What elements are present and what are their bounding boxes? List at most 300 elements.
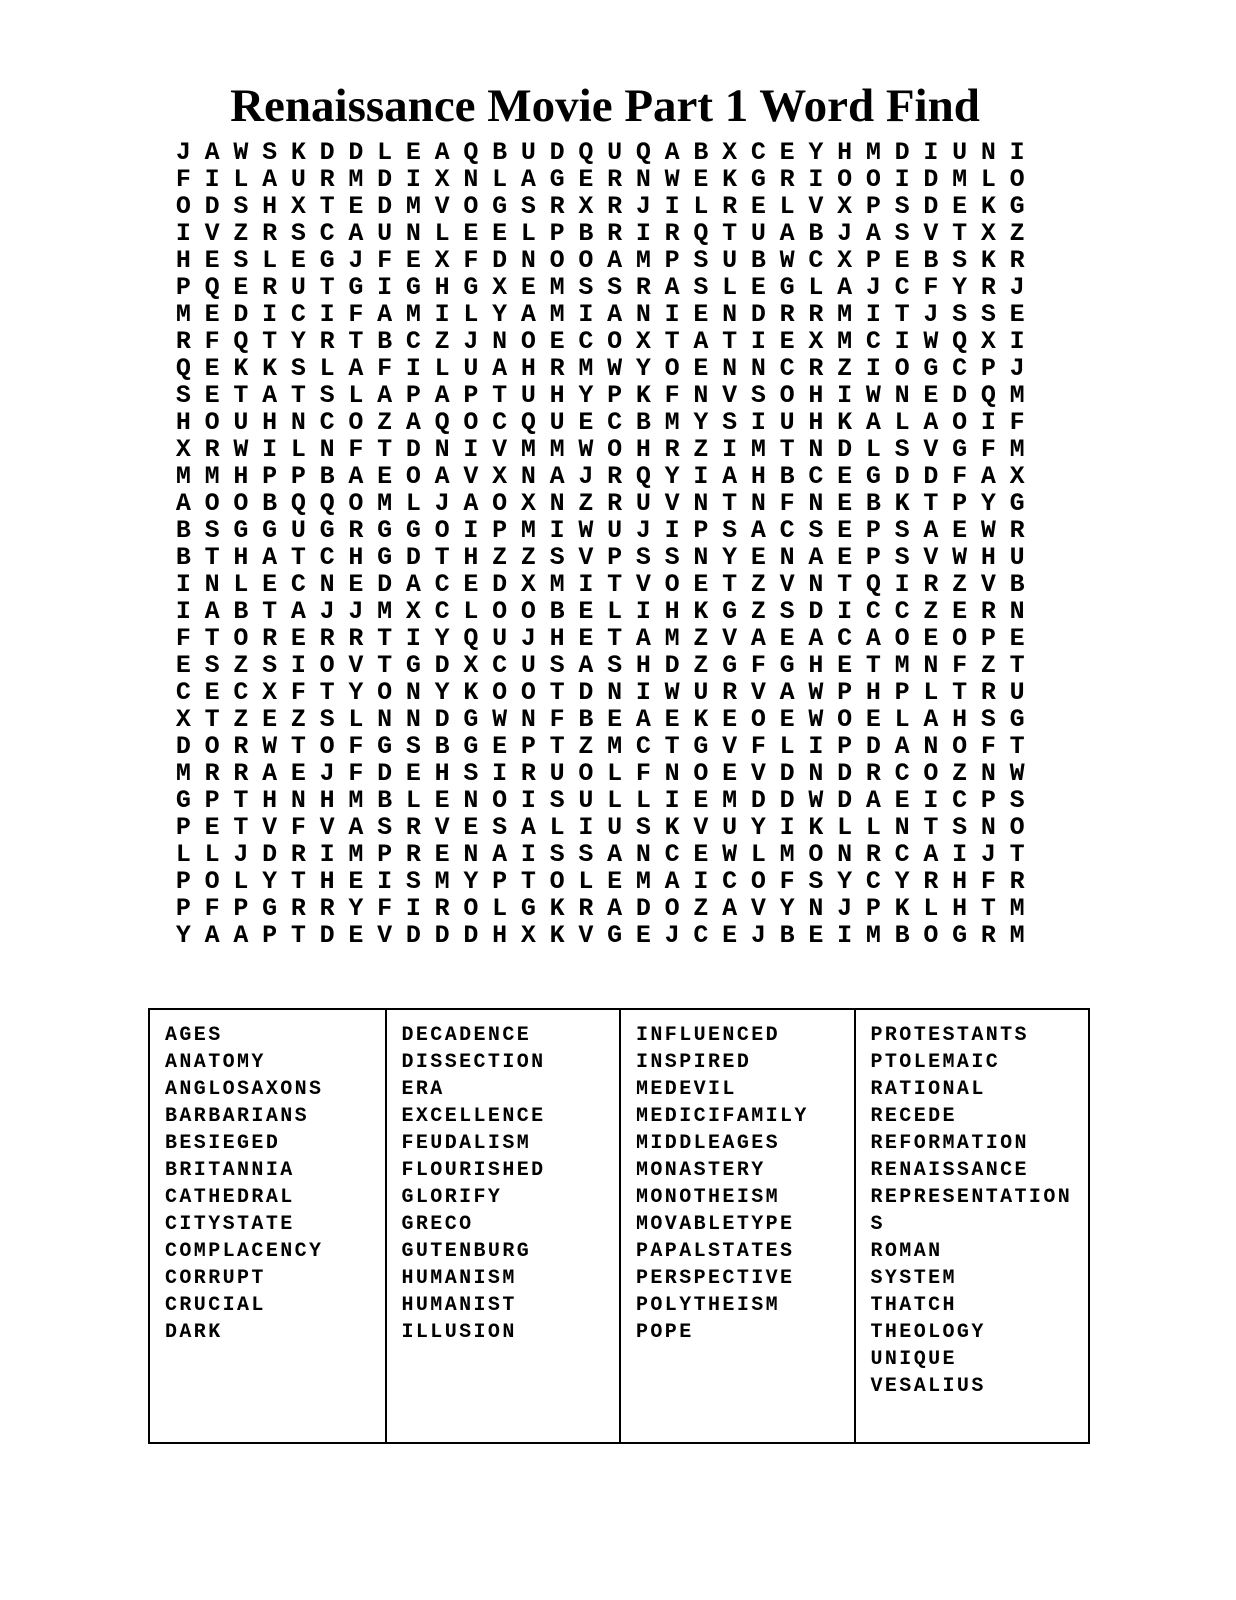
grid-letter: S bbox=[175, 381, 191, 410]
grid-letter: S bbox=[693, 273, 709, 302]
grid-letter: C bbox=[865, 597, 881, 626]
grid-letter: U bbox=[290, 273, 306, 302]
grid-letter: A bbox=[607, 246, 623, 275]
word-item: FEUDALISM bbox=[401, 1132, 532, 1155]
grid-letter: H bbox=[952, 867, 968, 896]
grid-letter: T bbox=[549, 678, 565, 707]
grid-row bbox=[169, 679, 1032, 706]
grid-letter: C bbox=[865, 327, 881, 356]
grid-letter: E bbox=[750, 273, 766, 302]
grid-letter: J bbox=[319, 759, 335, 788]
grid-letter: F bbox=[175, 165, 191, 194]
grid-letter: G bbox=[175, 786, 191, 815]
grid-letter: D bbox=[952, 381, 968, 410]
grid-letter: G bbox=[377, 516, 393, 545]
grid-letter: A bbox=[664, 867, 680, 896]
grid-letter: I bbox=[319, 840, 335, 869]
grid-letter: R bbox=[607, 462, 623, 491]
grid-letter: L bbox=[434, 354, 450, 383]
grid-letter: P bbox=[175, 894, 191, 923]
grid-letter: C bbox=[607, 408, 623, 437]
grid-letter: N bbox=[319, 570, 335, 599]
grid-letter: M bbox=[837, 327, 853, 356]
grid-letter: B bbox=[750, 246, 766, 275]
grid-letter: S bbox=[1009, 786, 1025, 815]
grid-row bbox=[169, 382, 1032, 409]
grid-letter: C bbox=[952, 786, 968, 815]
grid-row bbox=[169, 760, 1032, 787]
grid-letter: M bbox=[1009, 894, 1025, 923]
grid-letter: E bbox=[693, 840, 709, 869]
grid-letter: C bbox=[952, 354, 968, 383]
grid-letter: A bbox=[607, 840, 623, 869]
grid-letter: J bbox=[865, 273, 881, 302]
grid-letter: T bbox=[290, 381, 306, 410]
grid-letter: V bbox=[434, 813, 450, 842]
grid-letter: I bbox=[319, 300, 335, 329]
grid-letter: E bbox=[348, 867, 364, 896]
grid-letter: B bbox=[233, 597, 249, 626]
grid-letter: G bbox=[865, 462, 881, 491]
grid-row bbox=[169, 868, 1032, 895]
grid-letter: Y bbox=[262, 867, 278, 896]
grid-letter: X bbox=[175, 705, 191, 734]
grid-letter: K bbox=[262, 354, 278, 383]
grid-letter: N bbox=[779, 543, 795, 572]
grid-letter: I bbox=[750, 408, 766, 437]
grid-letter: P bbox=[549, 219, 565, 248]
grid-letter: R bbox=[290, 894, 306, 923]
grid-letter: I bbox=[664, 300, 680, 329]
grid-letter: I bbox=[808, 732, 824, 761]
grid-letter: I bbox=[894, 165, 910, 194]
grid-letter: A bbox=[262, 759, 278, 788]
grid-letter: A bbox=[262, 165, 278, 194]
grid-letter: Q bbox=[952, 327, 968, 356]
grid-letter: R bbox=[175, 327, 191, 356]
grid-letter: E bbox=[405, 759, 421, 788]
grid-letter: R bbox=[808, 354, 824, 383]
word-item: DARK bbox=[165, 1321, 223, 1344]
grid-letter: I bbox=[290, 651, 306, 680]
grid-letter: T bbox=[233, 381, 249, 410]
grid-letter: B bbox=[635, 408, 651, 437]
grid-letter: D bbox=[779, 759, 795, 788]
grid-letter: A bbox=[492, 354, 508, 383]
grid-letter: K bbox=[722, 165, 738, 194]
grid-letter: X bbox=[837, 246, 853, 275]
grid-letter: I bbox=[1009, 138, 1025, 167]
grid-letter: S bbox=[549, 840, 565, 869]
grid-letter: O bbox=[837, 165, 853, 194]
word-item: REFORMATION bbox=[870, 1132, 1029, 1155]
grid-letter: G bbox=[377, 732, 393, 761]
grid-letter: K bbox=[894, 489, 910, 518]
grid-letter: E bbox=[204, 300, 220, 329]
grid-letter: R bbox=[607, 489, 623, 518]
grid-letter: S bbox=[894, 435, 910, 464]
word-item: THEOLOGY bbox=[870, 1321, 986, 1344]
grid-letter: D bbox=[319, 921, 335, 950]
grid-letter: Z bbox=[693, 435, 709, 464]
grid-letter: J bbox=[319, 597, 335, 626]
grid-letter: E bbox=[607, 705, 623, 734]
grid-letter: T bbox=[664, 327, 680, 356]
grid-letter: M bbox=[837, 300, 853, 329]
grid-letter: I bbox=[377, 867, 393, 896]
grid-letter: V bbox=[750, 894, 766, 923]
grid-letter: U bbox=[549, 408, 565, 437]
grid-letter: M bbox=[952, 165, 968, 194]
grid-letter: K bbox=[980, 246, 996, 275]
grid-letter: M bbox=[865, 138, 881, 167]
grid-letter: Z bbox=[980, 651, 996, 680]
word-item: ANATOMY bbox=[165, 1051, 266, 1074]
grid-letter: T bbox=[923, 813, 939, 842]
grid-letter: O bbox=[520, 327, 536, 356]
word-item: MONOTHEISM bbox=[636, 1186, 781, 1209]
grid-letter: V bbox=[923, 543, 939, 572]
grid-letter: C bbox=[750, 138, 766, 167]
grid-letter: C bbox=[175, 678, 191, 707]
grid-letter: T bbox=[290, 543, 306, 572]
grid-letter: W bbox=[865, 381, 881, 410]
grid-letter: F bbox=[348, 759, 364, 788]
grid-letter: V bbox=[722, 624, 738, 653]
grid-letter: M bbox=[520, 516, 536, 545]
grid-letter: H bbox=[463, 543, 479, 572]
grid-letter: O bbox=[808, 840, 824, 869]
grid-letter: F bbox=[980, 435, 996, 464]
grid-letter: S bbox=[808, 516, 824, 545]
grid-letter: B bbox=[377, 327, 393, 356]
grid-letter: K bbox=[233, 354, 249, 383]
grid-letter: T bbox=[348, 327, 364, 356]
grid-letter: C bbox=[319, 219, 335, 248]
grid-letter: P bbox=[175, 867, 191, 896]
grid-letter: V bbox=[722, 381, 738, 410]
grid-letter: W bbox=[664, 165, 680, 194]
grid-letter: O bbox=[865, 165, 881, 194]
grid-letter: E bbox=[204, 678, 220, 707]
grid-letter: K bbox=[290, 138, 306, 167]
grid-letter: B bbox=[319, 462, 335, 491]
grid-letter: H bbox=[233, 543, 249, 572]
grid-letter: N bbox=[405, 678, 421, 707]
grid-letter: S bbox=[894, 219, 910, 248]
grid-letter: Z bbox=[290, 705, 306, 734]
grid-letter: P bbox=[865, 543, 881, 572]
word-item: PROTESTANTS bbox=[870, 1024, 1029, 1047]
grid-letter: F bbox=[952, 462, 968, 491]
grid-letter: U bbox=[290, 516, 306, 545]
grid-letter: T bbox=[1009, 840, 1025, 869]
grid-letter: M bbox=[377, 489, 393, 518]
grid-letter: R bbox=[664, 435, 680, 464]
grid-letter: E bbox=[204, 381, 220, 410]
grid-letter: L bbox=[348, 705, 364, 734]
grid-letter: P bbox=[894, 678, 910, 707]
grid-letter: F bbox=[348, 300, 364, 329]
grid-letter: I bbox=[377, 273, 393, 302]
grid-letter: G bbox=[923, 354, 939, 383]
grid-letter: J bbox=[664, 921, 680, 950]
grid-letter: O bbox=[952, 732, 968, 761]
grid-letter: W bbox=[664, 678, 680, 707]
grid-letter: U bbox=[492, 624, 508, 653]
grid-letter: P bbox=[837, 732, 853, 761]
grid-letter: N bbox=[635, 165, 651, 194]
grid-letter: J bbox=[348, 246, 364, 275]
grid-letter: E bbox=[722, 921, 738, 950]
grid-letter: E bbox=[923, 624, 939, 653]
grid-letter: G bbox=[319, 246, 335, 275]
grid-letter: P bbox=[664, 246, 680, 275]
grid-letter: I bbox=[578, 570, 594, 599]
grid-letter: K bbox=[549, 894, 565, 923]
grid-letter: L bbox=[175, 840, 191, 869]
grid-letter: C bbox=[693, 921, 709, 950]
grid-letter: D bbox=[434, 705, 450, 734]
grid-letter: P bbox=[865, 192, 881, 221]
grid-letter: T bbox=[779, 435, 795, 464]
grid-letter: F bbox=[290, 813, 306, 842]
grid-letter: E bbox=[290, 759, 306, 788]
grid-letter: S bbox=[722, 516, 738, 545]
grid-letter: D bbox=[837, 435, 853, 464]
grid-letter: N bbox=[607, 678, 623, 707]
grid-letter: A bbox=[865, 624, 881, 653]
grid-letter: A bbox=[722, 462, 738, 491]
grid-letter: J bbox=[750, 921, 766, 950]
grid-letter: T bbox=[664, 732, 680, 761]
grid-letter: N bbox=[980, 759, 996, 788]
grid-letter: J bbox=[1009, 273, 1025, 302]
grid-letter: H bbox=[549, 624, 565, 653]
grid-letter: E bbox=[722, 705, 738, 734]
grid-letter: G bbox=[463, 732, 479, 761]
grid-letter: I bbox=[549, 516, 565, 545]
grid-letter: F bbox=[635, 759, 651, 788]
grid-letter: T bbox=[607, 570, 623, 599]
grid-letter: E bbox=[492, 219, 508, 248]
grid-letter: Q bbox=[463, 624, 479, 653]
grid-letter: H bbox=[808, 651, 824, 680]
grid-letter: O bbox=[175, 192, 191, 221]
grid-letter: V bbox=[319, 813, 335, 842]
grid-letter: R bbox=[808, 300, 824, 329]
grid-letter: E bbox=[837, 543, 853, 572]
grid-letter: T bbox=[290, 732, 306, 761]
grid-letter: U bbox=[750, 219, 766, 248]
grid-letter: I bbox=[1009, 327, 1025, 356]
grid-letter: K bbox=[693, 597, 709, 626]
grid-letter: U bbox=[607, 516, 623, 545]
grid-letter: I bbox=[894, 570, 910, 599]
grid-letter: Y bbox=[693, 408, 709, 437]
grid-letter: O bbox=[348, 489, 364, 518]
grid-letter: A bbox=[607, 894, 623, 923]
grid-letter: S bbox=[808, 867, 824, 896]
word-item: CRUCIAL bbox=[165, 1294, 266, 1317]
grid-letter: E bbox=[578, 408, 594, 437]
grid-letter: J bbox=[837, 219, 853, 248]
grid-letter: V bbox=[578, 921, 594, 950]
grid-letter: P bbox=[492, 516, 508, 545]
grid-letter: T bbox=[204, 705, 220, 734]
word-item: GRECO bbox=[401, 1213, 474, 1236]
grid-letter: H bbox=[262, 786, 278, 815]
grid-letter: B bbox=[492, 138, 508, 167]
grid-letter: M bbox=[204, 462, 220, 491]
word-list-column bbox=[619, 1010, 854, 1442]
grid-letter: D bbox=[463, 921, 479, 950]
grid-letter: K bbox=[693, 705, 709, 734]
grid-letter: U bbox=[607, 138, 623, 167]
grid-letter: E bbox=[779, 624, 795, 653]
grid-letter: L bbox=[520, 219, 536, 248]
grid-letter: D bbox=[837, 759, 853, 788]
grid-letter: J bbox=[348, 597, 364, 626]
grid-letter: O bbox=[894, 624, 910, 653]
grid-row bbox=[169, 409, 1032, 436]
grid-letter: T bbox=[319, 273, 335, 302]
grid-letter: D bbox=[549, 138, 565, 167]
grid-letter: H bbox=[808, 381, 824, 410]
word-item: PERSPECTIVE bbox=[636, 1267, 795, 1290]
grid-letter: Y bbox=[434, 624, 450, 653]
grid-letter: A bbox=[520, 813, 536, 842]
word-item: MEDICIFAMILY bbox=[636, 1105, 809, 1128]
grid-letter: P bbox=[204, 786, 220, 815]
grid-letter: M bbox=[549, 273, 565, 302]
grid-letter: O bbox=[463, 408, 479, 437]
grid-letter: Z bbox=[693, 894, 709, 923]
grid-letter: X bbox=[635, 327, 651, 356]
grid-letter: N bbox=[405, 705, 421, 734]
grid-letter: B bbox=[923, 246, 939, 275]
grid-letter: I bbox=[262, 300, 278, 329]
grid-letter: N bbox=[923, 651, 939, 680]
grid-letter: E bbox=[204, 246, 220, 275]
grid-letter: Q bbox=[233, 327, 249, 356]
grid-letter: A bbox=[204, 597, 220, 626]
word-item: INSPIRED bbox=[636, 1051, 752, 1074]
grid-letter: R bbox=[722, 678, 738, 707]
grid-letter: I bbox=[578, 813, 594, 842]
grid-letter: Q bbox=[635, 462, 651, 491]
grid-letter: D bbox=[175, 732, 191, 761]
grid-letter: W bbox=[262, 732, 278, 761]
grid-letter: E bbox=[492, 732, 508, 761]
grid-letter: L bbox=[463, 300, 479, 329]
grid-letter: R bbox=[262, 273, 278, 302]
grid-letter: S bbox=[233, 246, 249, 275]
grid-letter: Q bbox=[463, 138, 479, 167]
grid-letter: S bbox=[233, 192, 249, 221]
grid-letter: E bbox=[952, 597, 968, 626]
grid-letter: L bbox=[463, 597, 479, 626]
grid-letter: S bbox=[779, 597, 795, 626]
grid-letter: N bbox=[520, 462, 536, 491]
grid-letter: A bbox=[492, 840, 508, 869]
grid-letter: O bbox=[1009, 165, 1025, 194]
grid-letter: B bbox=[693, 138, 709, 167]
grid-letter: R bbox=[405, 813, 421, 842]
grid-letter: D bbox=[923, 165, 939, 194]
grid-letter: O bbox=[549, 246, 565, 275]
grid-letter: S bbox=[262, 138, 278, 167]
grid-letter: O bbox=[520, 678, 536, 707]
grid-letter: L bbox=[808, 273, 824, 302]
grid-letter: X bbox=[492, 273, 508, 302]
grid-letter: B bbox=[894, 921, 910, 950]
grid-letter: Y bbox=[434, 678, 450, 707]
grid-letter: T bbox=[722, 219, 738, 248]
grid-letter: N bbox=[722, 300, 738, 329]
grid-letter: K bbox=[549, 921, 565, 950]
word-item: SYSTEM bbox=[870, 1267, 957, 1290]
grid-letter: G bbox=[952, 435, 968, 464]
grid-letter: R bbox=[1009, 867, 1025, 896]
grid-letter: W bbox=[492, 705, 508, 734]
grid-letter: H bbox=[837, 138, 853, 167]
grid-letter: R bbox=[980, 921, 996, 950]
grid-letter: C bbox=[492, 651, 508, 680]
grid-letter: W bbox=[808, 786, 824, 815]
grid-letter: O bbox=[549, 867, 565, 896]
grid-letter: E bbox=[808, 921, 824, 950]
grid-letter: O bbox=[923, 759, 939, 788]
grid-letter: R bbox=[549, 192, 565, 221]
grid-letter: T bbox=[319, 192, 335, 221]
grid-row bbox=[169, 733, 1032, 760]
grid-letter: M bbox=[175, 462, 191, 491]
grid-letter: Z bbox=[233, 705, 249, 734]
grid-letter: G bbox=[520, 894, 536, 923]
grid-letter: R bbox=[664, 219, 680, 248]
grid-letter: F bbox=[175, 624, 191, 653]
grid-letter: O bbox=[463, 894, 479, 923]
grid-letter: S bbox=[635, 543, 651, 572]
grid-letter: G bbox=[492, 192, 508, 221]
grid-letter: T bbox=[837, 570, 853, 599]
grid-letter: L bbox=[607, 597, 623, 626]
grid-letter: T bbox=[290, 867, 306, 896]
grid-letter: M bbox=[664, 624, 680, 653]
word-item: MONASTERY bbox=[636, 1159, 766, 1182]
word-item: GLORIFY bbox=[401, 1186, 503, 1209]
grid-letter: P bbox=[405, 381, 421, 410]
grid-letter: E bbox=[463, 813, 479, 842]
grid-letter: R bbox=[262, 624, 278, 653]
grid-letter: Z bbox=[837, 354, 853, 383]
grid-row bbox=[169, 922, 1032, 949]
grid-letter: C bbox=[865, 867, 881, 896]
grid-row bbox=[169, 571, 1032, 598]
grid-letter: N bbox=[693, 489, 709, 518]
grid-letter: R bbox=[578, 894, 594, 923]
grid-letter: M bbox=[348, 840, 364, 869]
grid-letter: S bbox=[980, 300, 996, 329]
grid-letter: A bbox=[750, 624, 766, 653]
grid-letter: G bbox=[693, 732, 709, 761]
grid-letter: A bbox=[405, 570, 421, 599]
grid-letter: E bbox=[779, 705, 795, 734]
word-item: CATHEDRAL bbox=[165, 1186, 295, 1209]
grid-letter: U bbox=[607, 813, 623, 842]
grid-letter: A bbox=[750, 516, 766, 545]
